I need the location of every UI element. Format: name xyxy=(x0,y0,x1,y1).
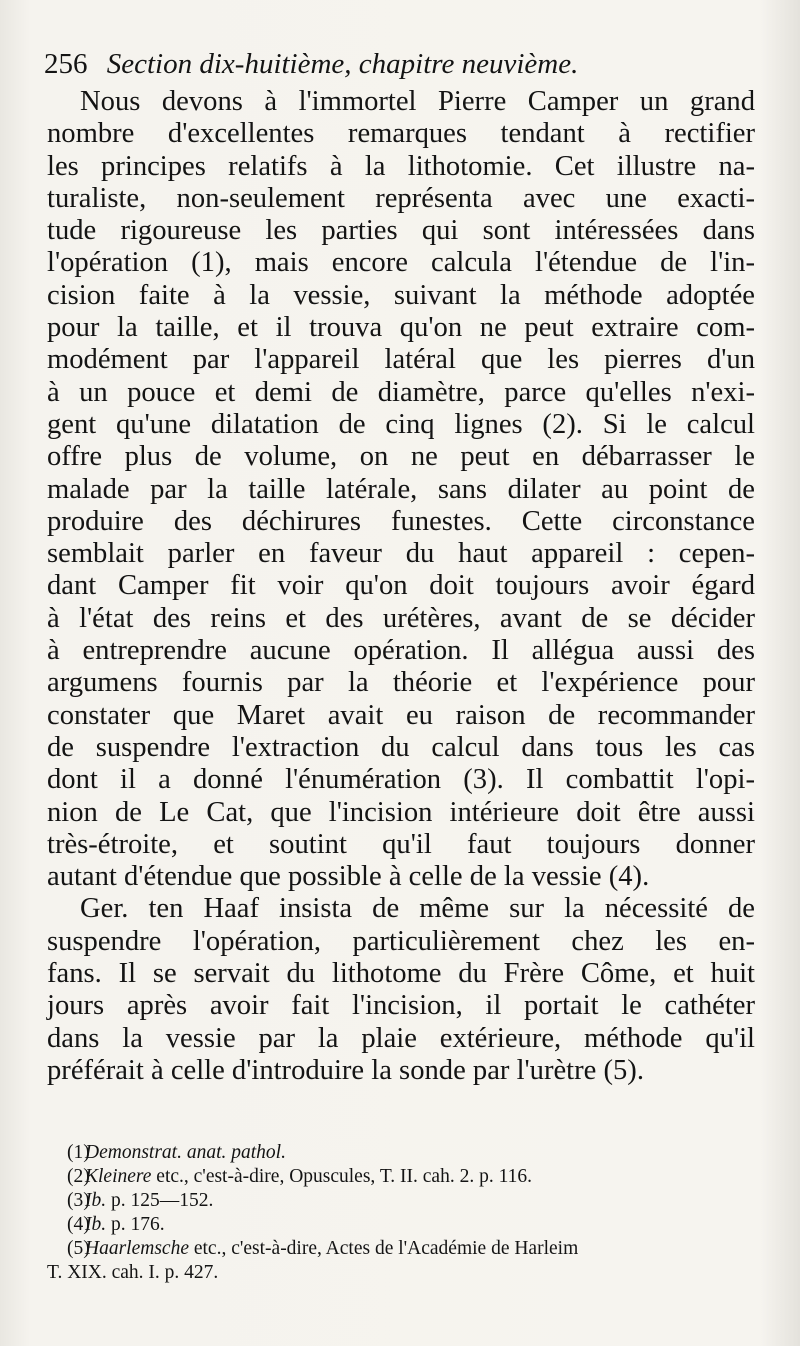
text-line: offre plus de volume, on ne peut en débarrasser le xyxy=(47,441,755,473)
footnote xyxy=(47,1213,759,1237)
text-line: de suspendre l'extraction du calcul dans tous les cas xyxy=(47,731,755,763)
text-line: Ger. ten Haaf insista de même sur la nécessité de xyxy=(80,893,755,925)
footnotes xyxy=(47,1141,759,1285)
footnote xyxy=(47,1189,759,1213)
text-line: très-étroite, et soutint qu'il faut toujours donner xyxy=(47,828,755,860)
text-line: à entreprendre aucune opération. Il allégua aussi des xyxy=(47,635,755,667)
text-line: autant d'étendue que possible à celle de la vessie (4). xyxy=(47,861,650,893)
footnote-source: Kleinere xyxy=(85,1166,152,1187)
footnote-text: p. 176. xyxy=(106,1214,165,1235)
text-line: les principes relatifs à la lithotomie. Cet illustre na- xyxy=(47,150,755,182)
text-line: turaliste, non-seulement représenta avec une exacti- xyxy=(47,182,755,214)
text-line: gent qu'une dilatation de cinq lignes (2). Si le calcul xyxy=(47,408,755,440)
running-header xyxy=(44,46,744,82)
text-line: préférait à celle d'introduire la sonde par l'urètre (5). xyxy=(47,1054,644,1086)
footnote-mark: (4) xyxy=(67,1214,90,1235)
text-line: tude rigoureuse les parties qui sont intéressées dans xyxy=(47,215,755,247)
footnote-source: Ib. xyxy=(85,1214,107,1235)
footnote-text: p. 125—152. xyxy=(106,1190,214,1211)
footnote-source: Ib. xyxy=(85,1190,107,1211)
page-number: 256 xyxy=(44,48,88,80)
text-line: dont il a donné l'énumération (3). Il combattit l'opi- xyxy=(47,764,755,796)
text-line: nion de Le Cat, que l'incision intérieure doit être aussi xyxy=(47,796,755,828)
text-line: constater que Maret avait eu raison de recommander xyxy=(47,699,755,731)
text-line: jours après avoir fait l'incision, il portait le cathéter xyxy=(47,990,755,1022)
text-line: à un pouce et demi de diamètre, parce qu'elles n'exi- xyxy=(47,376,755,408)
body-text xyxy=(47,86,755,1087)
footnote-source: Demonstrat. anat. pathol. xyxy=(85,1142,286,1163)
footnote xyxy=(47,1141,759,1165)
text-line: produire des déchirures funestes. Cette circonstance xyxy=(47,505,755,537)
footnote-text: etc., c'est-à-dire, Actes de l'Académie de Harleim xyxy=(188,1238,579,1259)
text-line: cision faite à la vessie, suivant la méthode adoptée xyxy=(47,279,755,311)
running-title: Section dix-huitième, chapitre neuvième. xyxy=(106,48,579,80)
text-line: dant Camper fit voir qu'on doit toujours avoir égard xyxy=(47,570,755,602)
text-line: Nous devons à l'immortel Pierre Camper un grand xyxy=(80,86,755,117)
text-line: l'opération (1), mais encore calcula l'étendue de l'in- xyxy=(47,247,755,279)
footnote-mark: (5) xyxy=(67,1238,90,1259)
text-line: nombre d'excellentes remarques tendant à rectifier xyxy=(47,118,755,150)
footnote-mark: (3) xyxy=(67,1190,90,1211)
footnote-mark: (1) xyxy=(67,1142,90,1163)
footnote-source: Haarlemsche xyxy=(85,1238,189,1259)
text-line: argumens fournis par la théorie et l'expérience pour xyxy=(47,667,755,699)
text-line: à l'état des reins et des urétères, avant de se décider xyxy=(47,602,755,634)
text-line: dans la vessie par la plaie extérieure, méthode qu'il xyxy=(47,1022,755,1054)
text-line: pour la taille, et il trouva qu'on ne peut extraire com- xyxy=(47,312,755,344)
footnote-mark: (2) xyxy=(67,1166,90,1187)
text-line: semblait parler en faveur du haut appareil : cepen- xyxy=(47,538,755,570)
text-line: modément par l'appareil latéral que les pierres d'un xyxy=(47,344,755,376)
footnote-continuation: T. XIX. cah. I. p. 427. xyxy=(47,1262,219,1283)
text-line: malade par la taille latérale, sans dilater au point de xyxy=(47,473,755,505)
footnote xyxy=(47,1165,759,1189)
footnote-text: etc., c'est-à-dire, Opuscules, T. II. cah. 2. p. 116. xyxy=(151,1166,532,1187)
footnote xyxy=(47,1237,759,1261)
text-line: suspendre l'opération, particulièrement chez les en- xyxy=(47,925,755,957)
text-line: fans. Il se servait du lithotome du Frère Côme, et huit xyxy=(47,958,755,990)
